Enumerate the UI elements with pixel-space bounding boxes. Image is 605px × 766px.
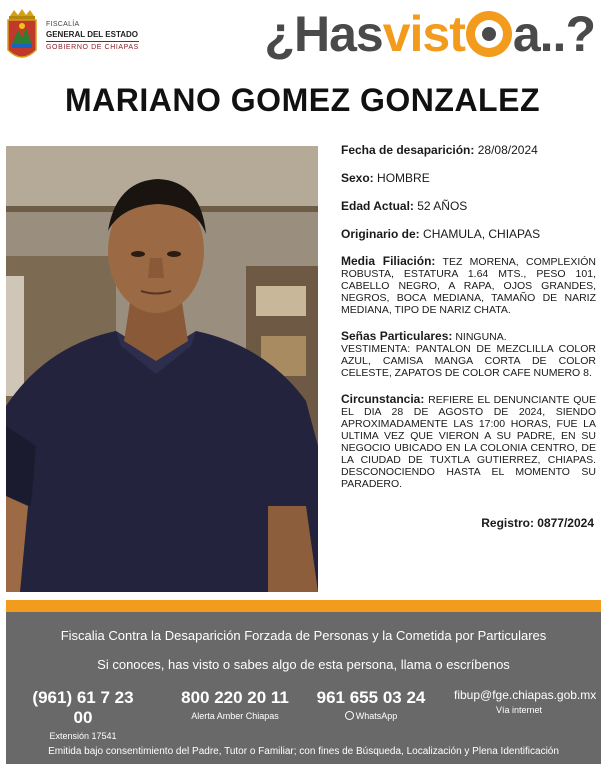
fecha-value: 28/08/2024 xyxy=(477,143,538,157)
whatsapp-label: WhatsApp xyxy=(355,711,398,721)
footer-agency: Fiscalia Contra la Desaparición Forzada de Personas y la Cometida por Particulares xyxy=(60,628,547,643)
footer xyxy=(6,612,601,764)
origen-row xyxy=(341,227,596,241)
senas-value: NINGUNA. xyxy=(455,331,507,343)
origen-label: Originario de: xyxy=(341,227,420,241)
email-label: Vía internet xyxy=(495,705,543,715)
orange-divider xyxy=(6,600,601,612)
sexo-label: Sexo: xyxy=(341,171,374,185)
whatsapp-sub xyxy=(316,711,426,721)
header xyxy=(0,0,605,80)
chiapas-coat-of-arms-logo xyxy=(4,8,40,68)
fecha-label: Fecha de desaparición: xyxy=(341,143,475,157)
contact-phone-fiscalia xyxy=(28,688,138,741)
campaign-title-part1: ¿Has xyxy=(264,6,383,62)
filiacion-value: TEZ MORENA, COMPLEXIÓN ROBUSTA, ESTATURA 1.64 MTS., PESO 101, CABELLO NEGRO, A RAPA, OJOS GRANDES, NEGROS, BOCA MEDIANA, TAMAÑO DE NARIZ MEDIANA, TIPO DE NARIZ CHATA. xyxy=(341,256,596,316)
circunstancia-row xyxy=(341,393,596,490)
footer-disclaimer: Emitida bajo consentimiento del Padre, Tutor o Familiar; con fines de Búsqueda, Localización y Plena Identificación xyxy=(48,746,559,757)
person-photo xyxy=(6,146,318,592)
edad-value: 52 AÑOS xyxy=(417,199,468,213)
campaign-title-part2: vist xyxy=(382,6,465,62)
contact-phone-amber xyxy=(180,688,290,721)
sexo-row xyxy=(341,171,596,185)
contact-email xyxy=(454,688,597,715)
person-name: MARIANO GOMEZ GONZALEZ xyxy=(65,82,540,118)
fecha-row xyxy=(341,143,596,157)
whatsapp-number[interactable]: 961 655 03 24 xyxy=(316,688,426,707)
logo-text xyxy=(46,20,139,53)
eye-icon xyxy=(466,11,512,57)
vestimenta-value: VESTIMENTA: PANTALON DE MEZCLILLA COLOR AZUL, CAMISA MANGA CORTA DE COLOR CELESTE, ZAPATOS DE COLOR CAFE NUMERO 8. xyxy=(341,343,596,379)
campaign-title xyxy=(264,4,595,64)
whatsapp-icon xyxy=(345,711,354,720)
email-address[interactable]: fibup@fge.chiapas.gob.mx xyxy=(454,688,597,702)
edad-row xyxy=(341,199,596,213)
phone-number[interactable]: (961) 61 7 23 00 xyxy=(32,688,134,727)
campaign-title-part3: a..? xyxy=(512,6,595,62)
phone-extension: Extensión 17541 xyxy=(49,731,117,741)
logo-line-1: FISCALÍA xyxy=(46,21,80,28)
registro-number: Registro: 0877/2024 xyxy=(481,516,594,530)
footer-call-to-action: Si conoces, has visto o sabes algo de esta persona, llama o escríbenos xyxy=(97,657,510,672)
circunstancia-value: REFIERE EL DENUNCIANTE QUE EL DIA 28 DE AGOSTO DE 2024, SIENDO APROXIMADAMENTE LAS 17:00 HORAS, FUE LA ULTIMA VEZ QUE VIERON A SU PADRE, EN SU NEGOCIO UBICADO EN LA COLONIA CENTRO, DE LA CIUDAD DE TUXTLA GUTIERREZ, CHIAPAS. DESCONOCIENDO HASTA EL MOMENTO SU PARADERO. xyxy=(341,394,596,490)
amber-label: Alerta Amber Chiapas xyxy=(191,711,279,721)
details-panel xyxy=(341,143,596,504)
circunstancia-label: Circunstancia: xyxy=(341,392,425,406)
amber-phone-number[interactable]: 800 220 20 11 xyxy=(181,688,289,707)
origen-value: CHAMULA, CHIAPAS xyxy=(423,227,541,241)
contact-whatsapp xyxy=(316,688,426,721)
logo-line-2: GENERAL DEL ESTADO xyxy=(46,30,139,39)
filiacion-row xyxy=(341,255,596,316)
edad-label: Edad Actual: xyxy=(341,199,414,213)
senas-label: Señas Particulares: xyxy=(341,329,453,343)
sexo-value: HOMBRE xyxy=(377,171,430,185)
logo-line-3: GOBIERNO DE CHIAPAS xyxy=(46,41,139,53)
senas-row xyxy=(341,330,596,379)
filiacion-label: Media Filiación: xyxy=(341,254,436,268)
